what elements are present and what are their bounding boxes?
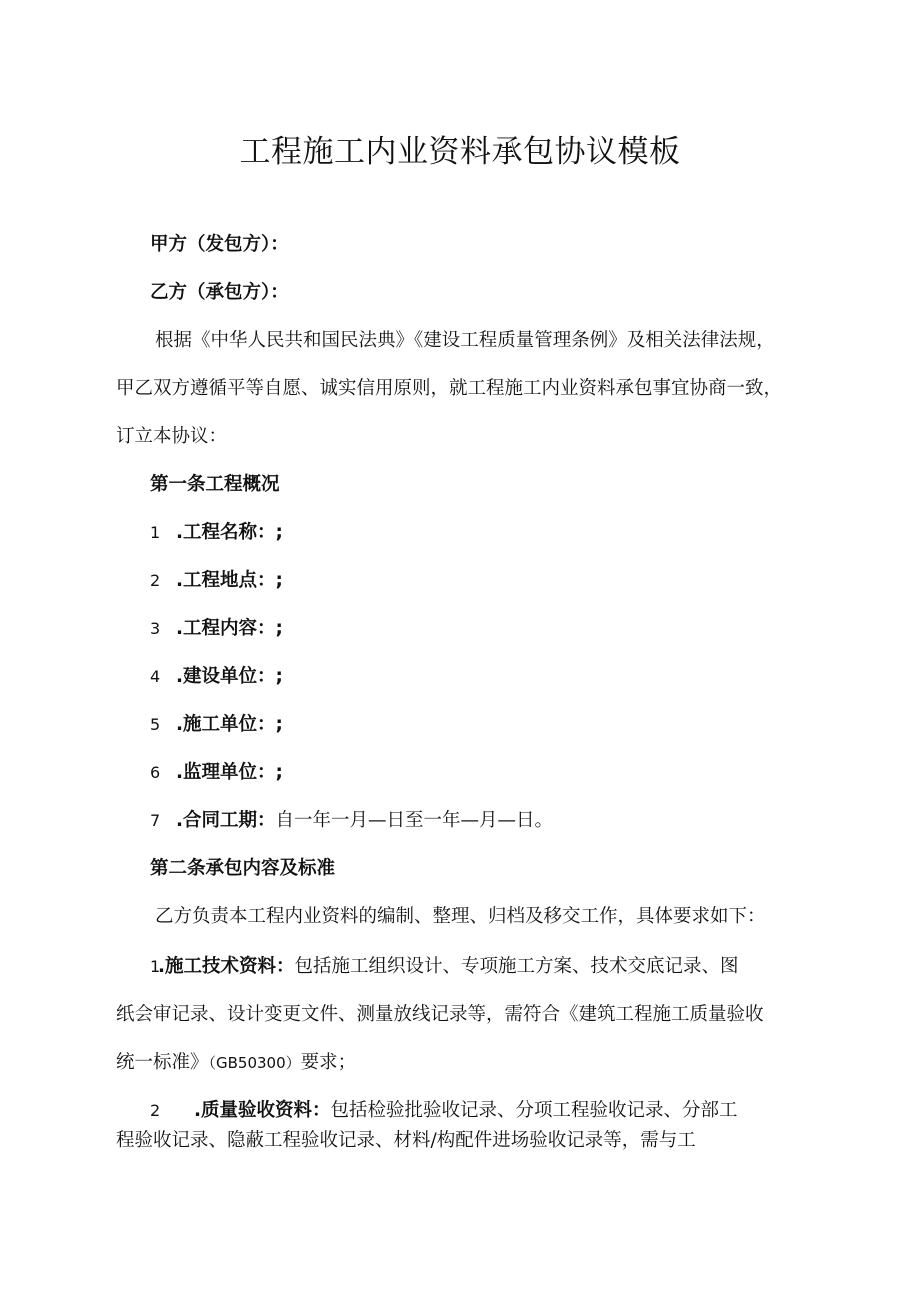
scope-item-1-line-1 (150, 952, 739, 978)
item-label: .监理单位：; (176, 762, 283, 783)
item-label: .建设单位：; (176, 666, 283, 687)
document-title: 工程施工内业资料承包协议模板 (239, 134, 681, 170)
project-item-4 (150, 662, 283, 688)
item-number: 1 (150, 523, 161, 542)
article-2-intro: 乙方负责本工程内业资料的编制、整理、归档及移交工作，具体要求如下： (155, 906, 766, 927)
preamble-line-3: 订立本协议： (116, 426, 228, 447)
item-text: 包括施工组织设计、专项施工方案、技术交底记录、图 (294, 956, 739, 977)
scope-item-1-line-3 (116, 1048, 356, 1074)
project-item-5 (150, 710, 283, 736)
scope-item-2-line-2: 程验收记录、隐蔽工程验收记录、材料/构配件进场验收记录等，需与工 (116, 1130, 696, 1151)
item-number: 7 (150, 811, 161, 830)
article-1-heading: 第一条工程概况 (150, 474, 280, 495)
scope-item-2-line-1 (150, 1096, 738, 1122)
item-number: 6 (150, 763, 161, 782)
project-item-1 (150, 518, 283, 544)
item-label: .施工技术资料： (158, 956, 295, 977)
text-segment: 统一标准》 (116, 1052, 209, 1073)
item-label: .质量验收资料： (194, 1100, 331, 1121)
item-number: 2 (150, 571, 161, 590)
item-label: .工程名称：; (176, 522, 283, 543)
text-segment: 要求； (300, 1052, 357, 1073)
item-number: 4 (150, 667, 161, 686)
item-text: 包括检验批验收记录、分项工程验收记录、分部工 (330, 1100, 738, 1121)
item-number: 5 (150, 715, 161, 734)
item-label: .工程内容：; (176, 618, 283, 639)
item-text: 自一年一月—日至一年—月—日。 (275, 810, 554, 831)
project-item-7 (150, 806, 553, 832)
item-number: 1 (150, 957, 161, 976)
item-label: .合同工期： (176, 810, 276, 831)
item-label: .施工单位：; (176, 714, 283, 735)
party-a-line: 甲方（发包方）： (150, 234, 289, 255)
preamble-line-2: 甲乙双方遵循平等自愿、诚实信用原则，就工程施工内业资料承包事宜协商一致， (116, 378, 783, 399)
item-number: 3 (150, 619, 161, 638)
item-label: .工程地点：; (176, 570, 283, 591)
item-number: 2 (150, 1101, 161, 1120)
project-item-6 (150, 758, 283, 784)
scope-item-1-line-2: 纸会审记录、设计变更文件、测量放线记录等，需符合《建筑工程施工质量验收 (116, 1004, 764, 1025)
project-item-2 (150, 566, 283, 592)
project-item-3 (150, 614, 283, 640)
preamble-line-1: 根据《中华人民共和国民法典》《建设工程质量管理条例》及相关法律法规， (155, 330, 775, 351)
article-2-heading: 第二条承包内容及标准 (150, 858, 336, 879)
party-b-line: 乙方（承包方）： (150, 282, 289, 303)
standard-code: （GB50300） (208, 1054, 301, 1072)
